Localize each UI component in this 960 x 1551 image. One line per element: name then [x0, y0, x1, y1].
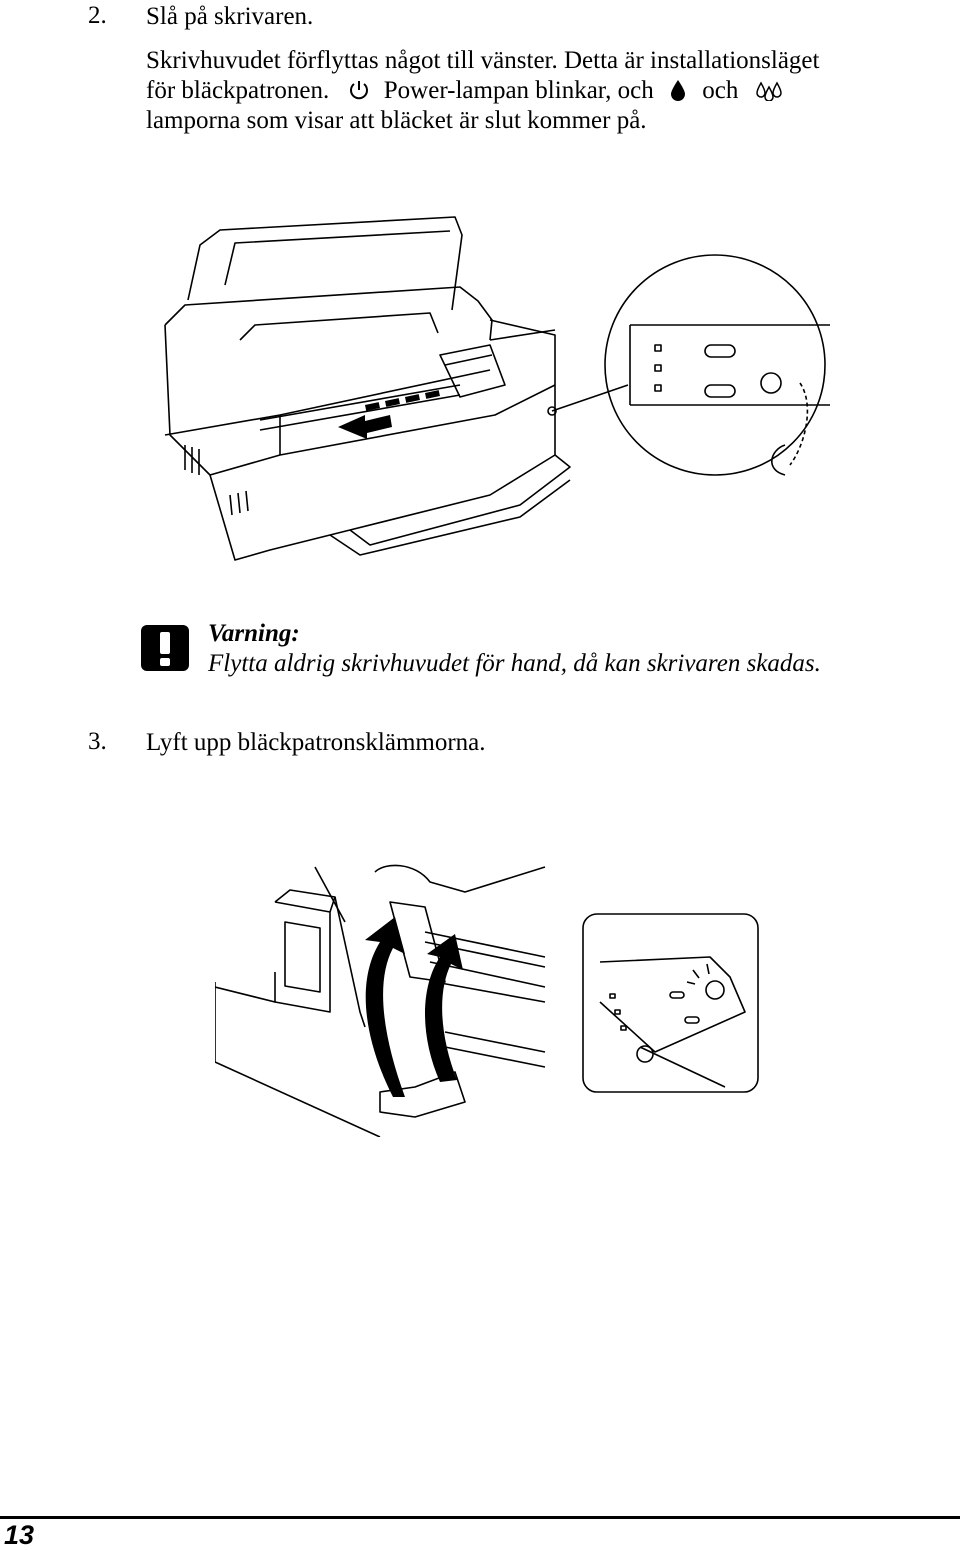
power-icon	[348, 79, 370, 109]
printer-open-illustration	[160, 205, 840, 585]
step-3-title: Lyft upp bläckpatronsklämmorna.	[146, 729, 486, 756]
step-3-number: 3.	[88, 728, 107, 755]
step-2-text-line-3: lamporna som visar att bläcket är slut kommer på.	[146, 107, 647, 134]
lift-cartridge-clamps-illustration	[215, 862, 760, 1137]
step-2-text-segment-a: för bläckpatronen.	[146, 77, 330, 104]
step-2-text-line-1: Skrivhuvudet förflyttas något till vänster. Detta är installationsläget	[146, 47, 820, 74]
footer-rule	[0, 1516, 960, 1519]
black-ink-drop-icon	[670, 79, 686, 109]
warning-title: Varning:	[208, 620, 300, 647]
step-2-text-segment-c: och	[702, 77, 739, 104]
step-2-text-segment-b: Power-lampan blinkar, och	[383, 77, 654, 104]
step-2-text-line-2	[146, 76, 783, 109]
color-ink-drops-icon	[755, 79, 783, 109]
warning-body: Flytta aldrig skrivhuvudet för hand, då kan skrivaren skadas.	[208, 650, 821, 677]
step-2-number: 2.	[88, 2, 107, 29]
caution-exclamation-icon	[140, 624, 190, 677]
step-2-title: Slå på skrivaren.	[146, 3, 314, 30]
page-number: 13	[4, 1520, 35, 1550]
